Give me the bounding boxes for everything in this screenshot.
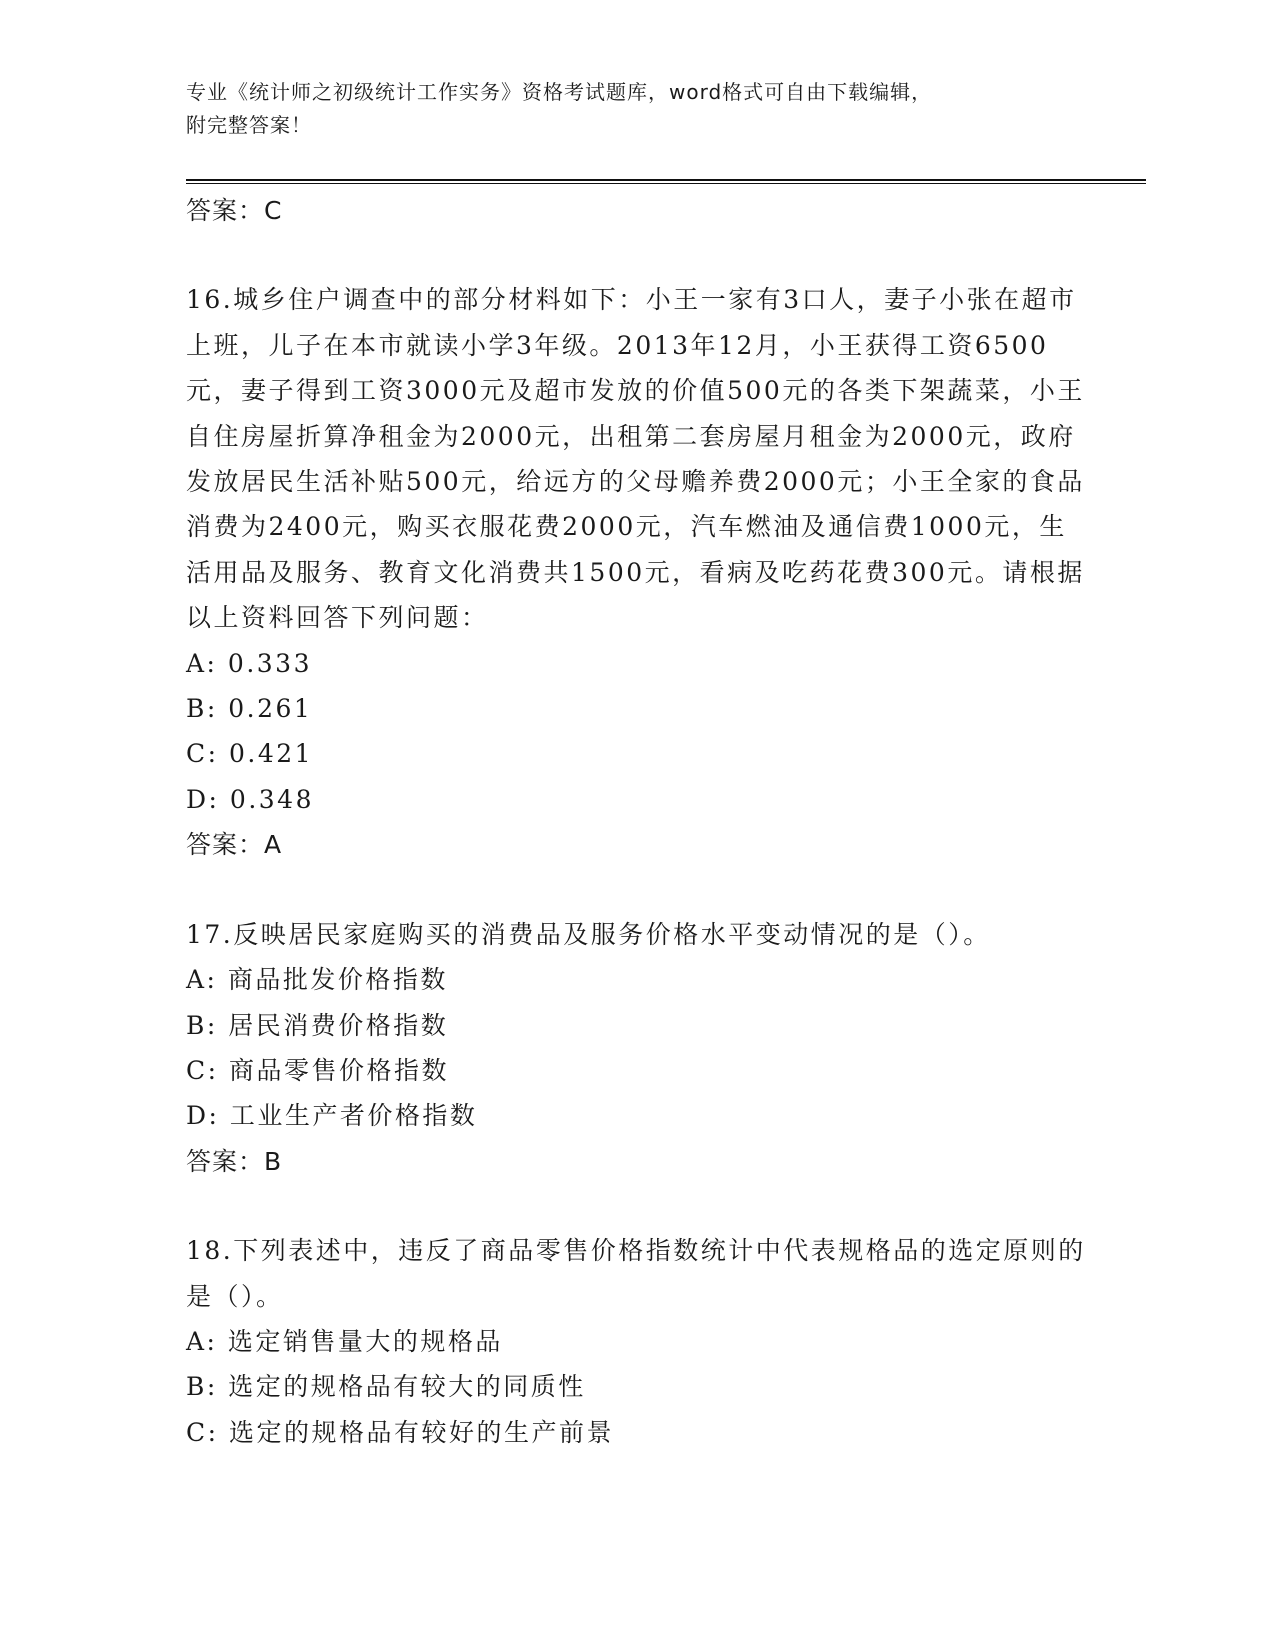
question-text: 17.反映居民家庭购买的消费品及服务价格水平变动情况的是（）。 bbox=[186, 919, 991, 949]
option-c: C: 商品零售价格指数 bbox=[186, 1055, 449, 1085]
question-block bbox=[186, 912, 1086, 1184]
option-b: B: 居民消费价格指数 bbox=[186, 1010, 449, 1040]
answer-line: 答案：B bbox=[186, 1146, 283, 1176]
question-block bbox=[186, 277, 1086, 867]
spacer bbox=[186, 1184, 1086, 1228]
option-a: A: 商品批发价格指数 bbox=[186, 965, 448, 995]
option-c: C: 0.421 bbox=[186, 739, 314, 769]
question-block bbox=[186, 1228, 1086, 1455]
option-c: C: 选定的规格品有较好的生产前景 bbox=[186, 1417, 614, 1447]
option-b: B: 0.261 bbox=[186, 694, 313, 724]
option-a: A: 0.333 bbox=[186, 648, 312, 678]
header-divider bbox=[186, 179, 1146, 184]
spacer bbox=[186, 233, 1086, 277]
header-line-1: 专业《统计师之初级统计工作实务》资格考试题库，word格式可自由下载编辑， bbox=[186, 80, 933, 104]
question-text: 18.下列表述中，违反了商品零售价格指数统计中代表规格品的选定原则的是（）。 bbox=[186, 1236, 1086, 1311]
answer-line: 答案：C bbox=[186, 196, 283, 225]
page-header bbox=[186, 76, 1086, 142]
header-line-2: 附完整答案！ bbox=[186, 113, 312, 137]
spacer bbox=[186, 868, 1086, 912]
option-d: D: 0.348 bbox=[186, 784, 314, 814]
option-a: A: 选定销售量大的规格品 bbox=[186, 1326, 503, 1356]
option-b: B: 选定的规格品有较大的同质性 bbox=[186, 1372, 586, 1402]
question-content bbox=[186, 188, 1086, 1455]
answer-line: 答案：A bbox=[186, 830, 283, 860]
question-text: 16.城乡住户调查中的部分材料如下：小王一家有3口人，妻子小张在超市上班，儿子在本市就读小学3年级。2013年12月，小王获得工资6500元，妻子得到工资3000元及超市发放的价值500元的各类下架蔬菜，小王自住房屋折算净租金为2000元，出租第二套房屋月租金为2000元，政府发放居民生活补贴500元，给远方的父母赡养费2000元；小王全家的食品消费为2400元，购买衣服花费2000元，汽车燃油及通信费1000元，生活用品及服务、教育文化消费共1500元，看病及吃药花费300元。请根据以上资料回答下列问题： bbox=[186, 285, 1085, 633]
option-d: D: 工业生产者价格指数 bbox=[186, 1101, 478, 1131]
